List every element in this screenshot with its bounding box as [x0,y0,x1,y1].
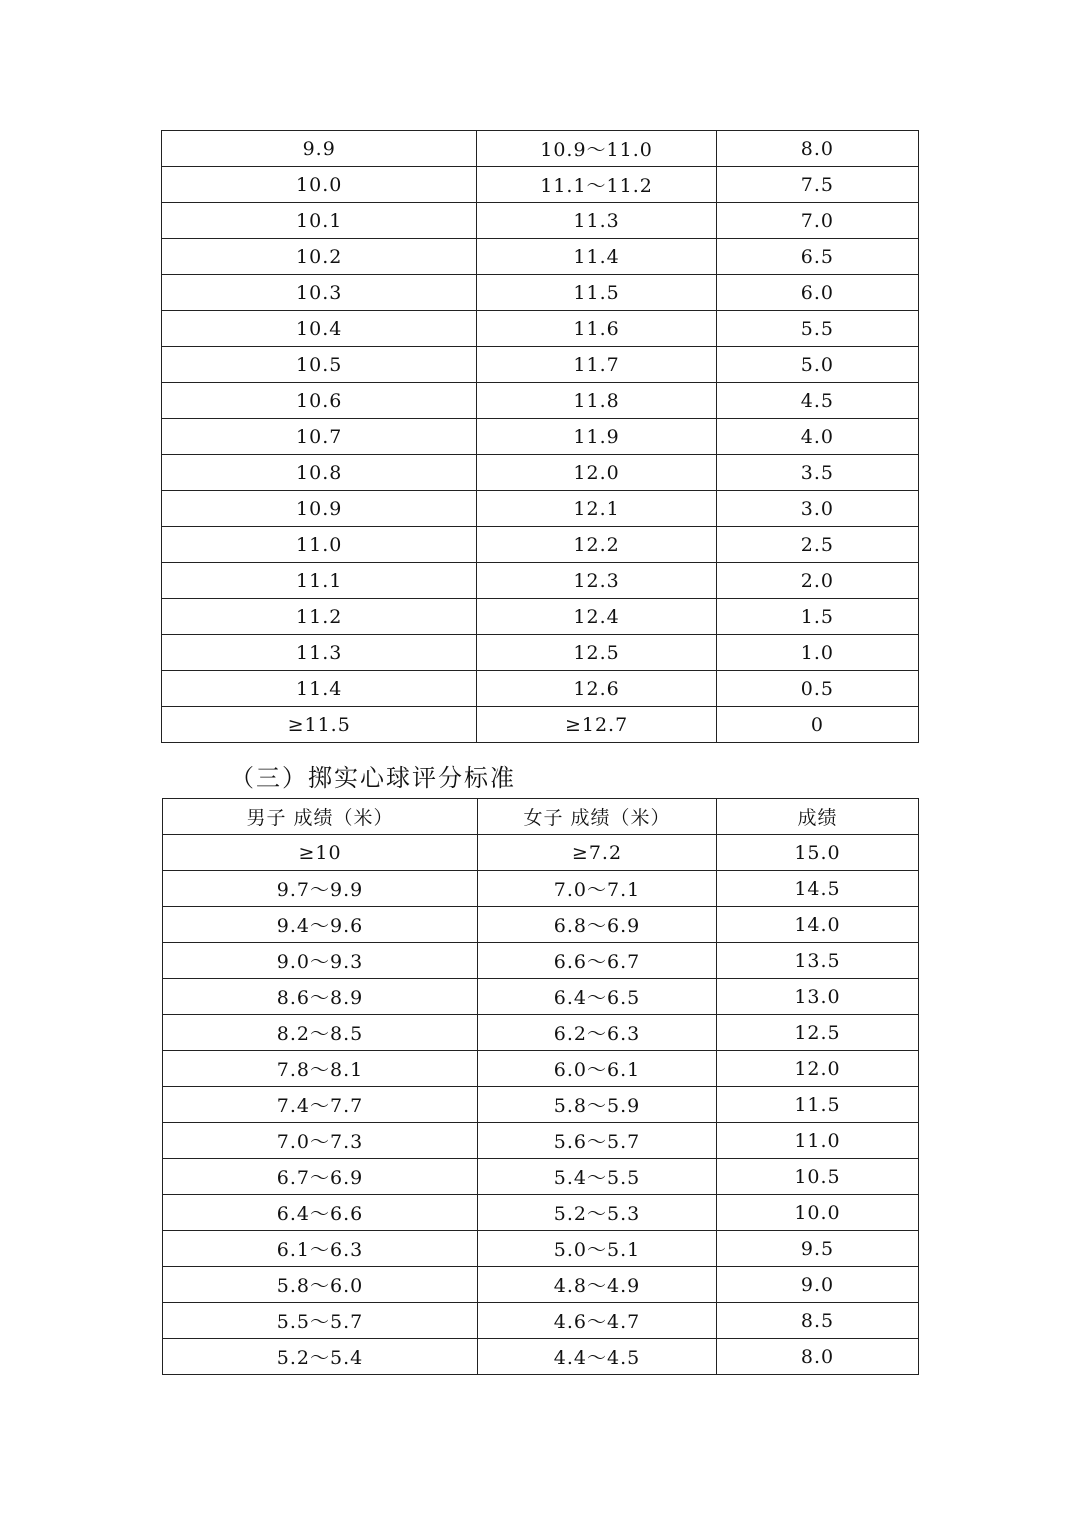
cell-female: ≥12.7 [477,707,716,743]
cell-male: 6.1～6.3 [163,1231,478,1267]
cell-points: 1.0 [716,635,918,671]
cell-male: 10.2 [162,239,477,275]
header-female-score: 女子 成绩（米） [478,799,717,835]
cell-points: 3.5 [716,455,918,491]
cell-points: 13.0 [717,979,919,1015]
cell-female: 12.2 [477,527,716,563]
cell-female: 7.0～7.1 [478,871,717,907]
table-row [162,599,919,635]
cell-female: 6.6～6.7 [478,943,717,979]
cell-male: 11.3 [162,635,477,671]
table-row [162,419,919,455]
cell-points: 5.0 [716,347,918,383]
table-row [163,1267,919,1303]
cell-female: 12.5 [477,635,716,671]
cell-points: 3.0 [716,491,918,527]
cell-male: 7.4～7.7 [163,1087,478,1123]
table-row [163,1123,919,1159]
table-row [163,907,919,943]
table-row [163,943,919,979]
cell-male: 5.8～6.0 [163,1267,478,1303]
table-row [162,635,919,671]
cell-male: 6.7～6.9 [163,1159,478,1195]
cell-male: 10.0 [162,167,477,203]
table-row [162,707,919,743]
table-row [162,491,919,527]
table-row [162,239,919,275]
cell-male: 9.0～9.3 [163,943,478,979]
cell-male: 10.4 [162,311,477,347]
cell-female: 12.6 [477,671,716,707]
cell-points: 4.5 [716,383,918,419]
table-row [163,835,919,871]
cell-points: 14.5 [717,871,919,907]
table-row [163,1159,919,1195]
table-row [162,275,919,311]
cell-female: 11.9 [477,419,716,455]
cell-points: 14.0 [717,907,919,943]
cell-points: 0.5 [716,671,918,707]
cell-male: 10.7 [162,419,477,455]
cell-female: 11.6 [477,311,716,347]
cell-points: 9.0 [717,1267,919,1303]
cell-female: 5.8～5.9 [478,1087,717,1123]
cell-male: 5.5～5.7 [163,1303,478,1339]
table-row [163,871,919,907]
cell-female: 11.7 [477,347,716,383]
cell-points: 13.5 [717,943,919,979]
header-points: 成绩 [717,799,919,835]
cell-male: 10.3 [162,275,477,311]
cell-female: 6.0～6.1 [478,1051,717,1087]
cell-points: 10.5 [717,1159,919,1195]
cell-female: 4.8～4.9 [478,1267,717,1303]
cell-points: 1.5 [716,599,918,635]
cell-points: 15.0 [717,835,919,871]
cell-female: 4.6～4.7 [478,1303,717,1339]
cell-male: 7.0～7.3 [163,1123,478,1159]
cell-male: 11.0 [162,527,477,563]
cell-male: 10.6 [162,383,477,419]
table-row [162,311,919,347]
table-row [162,203,919,239]
table-row [163,979,919,1015]
table-row [162,455,919,491]
cell-points: 0 [716,707,918,743]
cell-male: 9.4～9.6 [163,907,478,943]
cell-points: 12.5 [717,1015,919,1051]
table-row [163,1303,919,1339]
cell-male: 10.9 [162,491,477,527]
cell-female: 5.4～5.5 [478,1159,717,1195]
cell-points: 5.5 [716,311,918,347]
table-row [162,167,919,203]
cell-female: 4.4～4.5 [478,1339,717,1375]
section-heading: （三）掷实心球评分标准 [230,764,516,792]
cell-female: ≥7.2 [478,835,717,871]
cell-points: 8.5 [717,1303,919,1339]
cell-male: 10.8 [162,455,477,491]
cell-female: 11.5 [477,275,716,311]
cell-female: 12.3 [477,563,716,599]
cell-points: 2.5 [716,527,918,563]
cell-female: 12.4 [477,599,716,635]
cell-female: 11.4 [477,239,716,275]
cell-points: 11.5 [717,1087,919,1123]
cell-points: 6.0 [716,275,918,311]
cell-female: 12.0 [477,455,716,491]
table-header-row [163,799,919,835]
cell-male: 10.1 [162,203,477,239]
table-row [162,131,919,167]
cell-female: 6.4～6.5 [478,979,717,1015]
cell-female: 5.2～5.3 [478,1195,717,1231]
cell-male: 11.4 [162,671,477,707]
cell-male: 6.4～6.6 [163,1195,478,1231]
table-row [162,563,919,599]
cell-female: 6.8～6.9 [478,907,717,943]
cell-male: 11.2 [162,599,477,635]
cell-points: 4.0 [716,419,918,455]
cell-points: 8.0 [717,1339,919,1375]
cell-male: ≥11.5 [162,707,477,743]
medicine-ball-score-table [162,798,919,1375]
cell-female: 6.2～6.3 [478,1015,717,1051]
cell-male: 5.2～5.4 [163,1339,478,1375]
cell-points: 7.0 [716,203,918,239]
cell-points: 12.0 [717,1051,919,1087]
table-row [162,671,919,707]
cell-male: 8.6～8.9 [163,979,478,1015]
cell-female: 12.1 [477,491,716,527]
cell-male: ≥10 [163,835,478,871]
cell-points: 11.0 [717,1123,919,1159]
score-table-continued [161,130,919,743]
cell-male: 9.9 [162,131,477,167]
table-row [162,383,919,419]
cell-female: 11.3 [477,203,716,239]
table-row [163,1015,919,1051]
cell-male: 11.1 [162,563,477,599]
cell-points: 7.5 [716,167,918,203]
cell-female: 11.8 [477,383,716,419]
table-row [163,1087,919,1123]
cell-female: 5.0～5.1 [478,1231,717,1267]
table-row [163,1051,919,1087]
table-row [163,1231,919,1267]
table-row [162,347,919,383]
cell-male: 8.2～8.5 [163,1015,478,1051]
cell-male: 7.8～8.1 [163,1051,478,1087]
cell-points: 2.0 [716,563,918,599]
cell-male: 9.7～9.9 [163,871,478,907]
table-row [163,1339,919,1375]
cell-male: 10.5 [162,347,477,383]
cell-female: 11.1～11.2 [477,167,716,203]
header-male-score: 男子 成绩（米） [163,799,478,835]
cell-points: 10.0 [717,1195,919,1231]
cell-points: 6.5 [716,239,918,275]
cell-points: 9.5 [717,1231,919,1267]
cell-female: 5.6～5.7 [478,1123,717,1159]
cell-female: 10.9～11.0 [477,131,716,167]
table-row [163,1195,919,1231]
table-row [162,527,919,563]
cell-points: 8.0 [716,131,918,167]
